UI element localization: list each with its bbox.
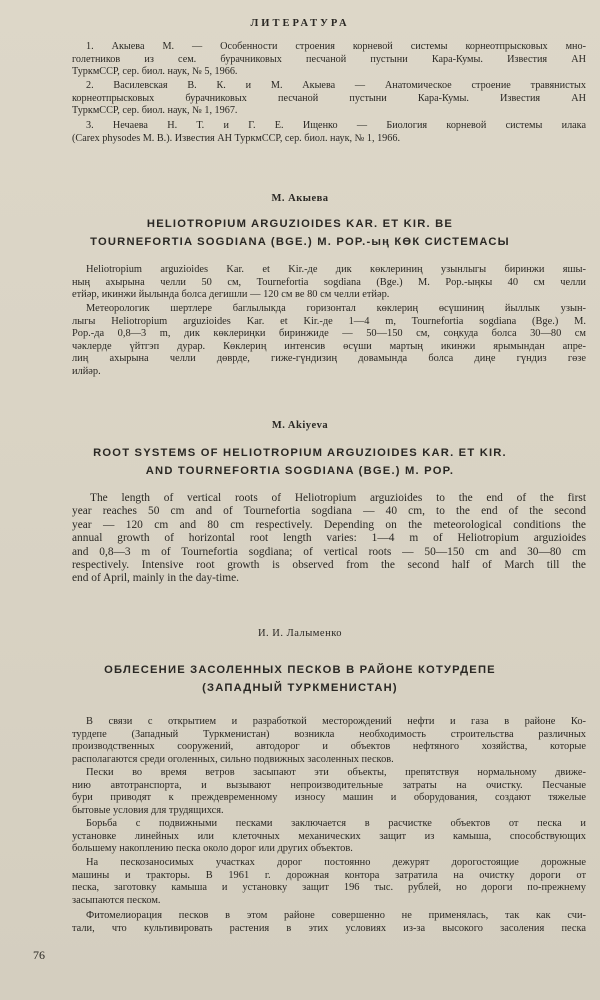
reference-2 xyxy=(72,80,586,118)
text-line: илйәр. xyxy=(72,365,101,377)
english-title-line-2: AND TOURNEFORTIA SOGDIANA (BGE.) M. POP. xyxy=(145,465,455,477)
reference-1-line-3: ТуркмССР, сер. биол. наук, № 5, 1966. xyxy=(72,66,238,78)
text-line: Пески во время ветров засыпают эти объекты, препятствуя нормальному движе- xyxy=(86,767,586,778)
russian-paragraph-2 xyxy=(72,767,586,817)
text-line: засыпаются песком. xyxy=(72,894,161,906)
text-line: На пескозаносимых участках дорог постоянно дежурят дорогостоящие дорожные xyxy=(86,857,586,868)
russian-author: И. И. Лалыменко xyxy=(257,628,343,639)
turkmen-paragraph-1 xyxy=(72,264,586,302)
text-line: установке линейных или клеточных механических защит из камыша, способствующих xyxy=(72,830,586,842)
text-line: бури приводят к преждевременному износу машин и оборудования, создают тяжелые xyxy=(72,792,586,804)
turkmen-title-line-1: HELIOTROPIUM ARGUZIOIDES KAR. ET KIR. ВЕ xyxy=(146,218,454,230)
russian-paragraph-5 xyxy=(72,910,586,935)
text-line: лиң ахырына челли дөврде, гиже-гүндизиң довамында болса диңе гүндиз гөзе xyxy=(72,353,586,365)
reference-3 xyxy=(72,120,586,145)
text-line: бытовые условия для трудящихся. xyxy=(72,804,224,816)
text-line: annual growth of horizontal root length varies: 1—4 m of Heliotropium arguzioides xyxy=(72,532,586,545)
text-line: В связи с открытием и разработкой месторождений нефти и газа в районе Ко- xyxy=(86,716,586,727)
reference-1-line-1: 1. Акыева М. — Особенности строения корневой системы корнеотпрысковых мно- xyxy=(86,41,586,52)
reference-2-line-2: корнеотпрысковых бурачниковых песчаной пустыни Кара-Кумы. Известия АН xyxy=(72,92,586,104)
page-number: 76 xyxy=(33,948,45,962)
reference-3-line-1: 3. Нечаева Н. Т. и Г. Е. Ищенко — Биология корневой системы илака xyxy=(86,120,586,131)
text-line: Метеорологик шертлере баглылыкда горизонтал көклериң өсүшиниң йыллык узын- xyxy=(86,303,586,314)
text-line: большему накоплению песка около дорог или других объектов. xyxy=(72,843,353,855)
text-line: нию автотранспорта, и вызывают непроизводительные затраты на очистку. Песчаные xyxy=(72,779,586,791)
russian-title-line-2: (ЗАПАДНЫЙ ТУРКМЕНИСТАН) xyxy=(202,682,398,694)
text-line: year reaches 50 cm and of Tournefortia sogdiana — 40 cm, to the end of the second xyxy=(72,505,586,518)
english-abstract xyxy=(72,492,586,586)
english-title-line-1: ROOT SYSTEMS OF HELIOTROPIUM ARGUZIOIDES KAR. ET KIR. xyxy=(93,447,507,459)
text-line: Pop.-да 0,8—3 m, дик көклериңки биринжиде — 50—150 см, соңкуда болса 30—80 см xyxy=(72,328,586,340)
text-line: песка, заготовку камыша и установку защит 196 тыс. рублей, но дороги по-прежнему xyxy=(72,882,586,894)
text-line: турдепе (Западный Туркменистан) возникла необходимость строительства различных xyxy=(72,728,586,740)
russian-paragraph-4 xyxy=(72,857,586,907)
turkmen-paragraph-2 xyxy=(72,303,586,379)
turkmen-title-line-2: TOURNEFORTIA SOGDIANA (BGE.) M. POP.-ың КӨК СИСТЕМАСЫ xyxy=(90,236,510,248)
text-line: year — 120 cm and 80 cm respectively. Depending on the meteorological conditions the xyxy=(72,518,586,531)
russian-paragraph-1 xyxy=(72,716,586,766)
english-author: M. Akiyeva xyxy=(271,420,329,431)
text-line: Борьба с подвижными песками заключается в расчистке объектов от песка и xyxy=(86,818,586,829)
reference-2-line-1: 2. Василевская В. К. и М. Акыева — Анатомическое строение травянистых xyxy=(86,80,586,91)
text-line: Фитомелиорация песков в этом районе совершенно не применялась, так как счи- xyxy=(86,910,586,921)
text-line: тали, что культивировать растения в этих условиях из-за высокого засоления песка xyxy=(72,922,586,934)
text-line: располагаются среди оголенных, сильно подвижных засоленных песков. xyxy=(72,753,394,765)
text-line: машины и тракторы. В 1961 г. дорожная контора затратила на очистку дороги от xyxy=(72,869,586,881)
text-line: The length of vertical roots of Heliotropium arguzioides to the end of the first xyxy=(90,492,586,504)
russian-title-line-1: ОБЛЕСЕНИЕ ЗАСОЛЕННЫХ ПЕСКОВ В РАЙОНЕ КОТУРДЕПЕ xyxy=(104,664,496,676)
text-line: етйәр, икинжи йылында болса дегишли — 120 см ве 80 см челли етйәр. xyxy=(72,289,390,301)
reference-1-line-2: голетников из сем. бурачниковых песчаной пустыни Кара-Кумы. Известия АН xyxy=(72,53,586,65)
text-line: respectively. Intensive root growth is observed from the second half of March till the xyxy=(72,559,586,572)
russian-title xyxy=(40,661,560,697)
text-line: чәклерде үйтгэп дурар. Көклериң интенсив өсүши мартың икинжи ярымындан апре- xyxy=(72,340,586,352)
reference-1 xyxy=(72,41,586,79)
text-line: Heliotropium arguzioides Kar. et Kir.-де дик көклериниң узынлыгы биринжи яшы- xyxy=(86,264,586,275)
turkmen-author: М. Акыева xyxy=(271,193,329,204)
reference-3-line-2: (Carex physodes M. B.). Известия АН ТуркмССР, сер. биол. наук, № 1, 1966. xyxy=(72,132,401,144)
russian-paragraph-3 xyxy=(72,818,586,856)
text-line: лыгы Heliotropium arguzioides Kar. et Kir.-де 1—4 m, Tournefortia sogdiana (Bge.) M. xyxy=(72,315,586,327)
english-title xyxy=(40,444,560,480)
text-line: производственных сооружений, автодорог и объектов нефтяного хозяйства, которые xyxy=(72,741,586,753)
text-line: end of April, mainly in the day-time. xyxy=(72,572,240,585)
turkmen-title xyxy=(40,215,560,251)
text-line: and 0,8—3 m of Tournefortia sogdiana; of vertical roots — 50—150 cm and 30—80 cm xyxy=(72,545,586,558)
text-line: ның ахырына челли 50 см, Tournefortia sogdiana (Bge.) M. Pop.-ыңкы 40 см челли xyxy=(72,276,586,288)
reference-2-line-3: ТуркмССР, сер. биол. наук, № 1, 1967. xyxy=(72,105,238,117)
literature-heading: ЛИТЕРАТУРА xyxy=(250,18,350,29)
